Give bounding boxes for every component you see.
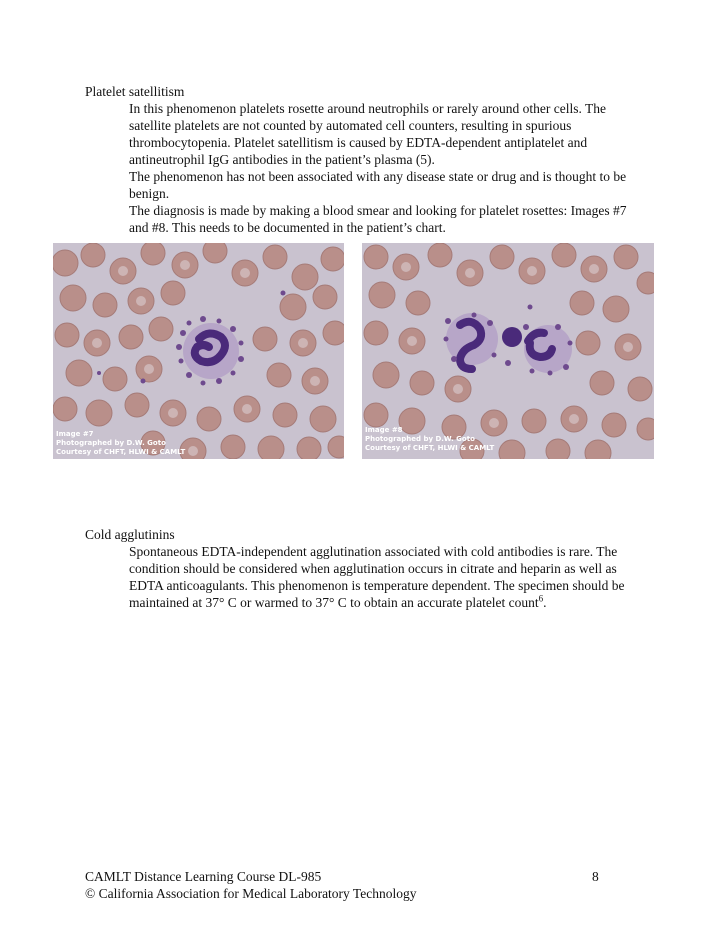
paragraph-text: Spontaneous EDTA-independent agglutination associated with cold antibodies is rare. The condition should be considered when agglutination occurs in citrate and heparin as well as EDTA anticoagulants. This phenomenon is temperature dependent. The specimen should be maintained at 37° C or warmed to 37° C to obtain an accurate platelet count <box>129 544 625 610</box>
platelet-satellitism-body <box>129 100 649 236</box>
page-number: 8 <box>592 869 599 884</box>
footer-course: CAMLT Distance Learning Course DL-985 <box>85 869 322 884</box>
section-heading-cold-agglutinins: Cold agglutinins <box>85 527 175 542</box>
image-credit: Photographed by D.W. Goto <box>56 439 166 447</box>
micrograph-image-7 <box>53 243 344 459</box>
paragraph: In this phenomenon platelets rosette around neutrophils or rarely around other cells. The satellite platelets are not counted by automated cell counters, resulting in spurious thrombocytopenia. Platelet satellitism is caused by EDTA-dependent antiplatelet and antineutrophil IgG antibodies in the patient’s plasma (5). <box>129 101 606 167</box>
paragraph: The phenomenon has not been associated with any disease state or drug and is thought to be benign. <box>129 169 627 201</box>
cold-agglutinins-body <box>129 543 649 611</box>
footer-copyright: © California Association for Medical Laboratory Technology <box>85 886 417 901</box>
paragraph <box>129 543 649 611</box>
image-label: Image #8 <box>365 426 403 434</box>
blood-smear-image-7 <box>53 243 344 459</box>
image-8-caption <box>365 426 494 453</box>
section-heading-platelet-satellitism: Platelet satellitism <box>85 84 185 99</box>
image-label: Image #7 <box>56 430 94 438</box>
image-credit: Courtesy of CHFT, HLWI & CAMLT <box>365 444 495 452</box>
image-credit: Photographed by D.W. Goto <box>365 435 475 443</box>
paragraph-end: . <box>543 595 547 610</box>
paragraph: The diagnosis is made by making a blood smear and looking for platelet rosettes: Images #7 and #8. This needs to be documented in the patient’s chart. <box>129 203 627 235</box>
image-credit: Courtesy of CHFT, HLWI & CAMLT <box>56 448 186 456</box>
footnote-reference: 6 <box>538 593 544 604</box>
image-7-caption <box>56 430 185 457</box>
